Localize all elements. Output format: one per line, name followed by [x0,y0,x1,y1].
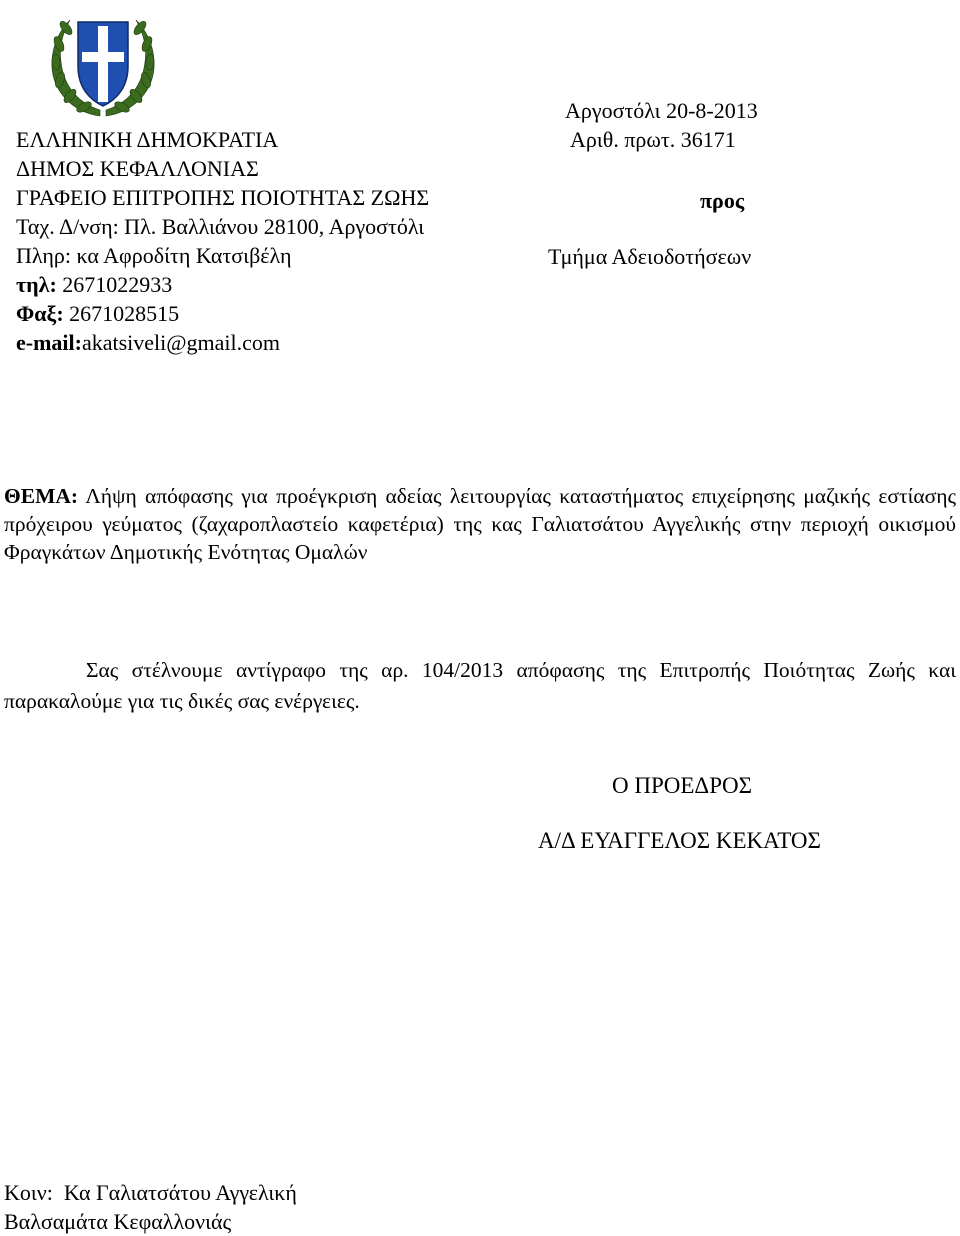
to-label: προς [700,188,745,213]
subject-text: Λήψη απόφασης για προέγκριση αδείας λειτουργίας καταστήματος επιχείρησης μαζικής εστίασης πρόχειρου γεύματος (ζαχαροπλαστείο καφετέρια) της κας Γαλιατσάτου Αγγελικής στην περιοχή οικισμού Φραγκάτων Δημοτικής Ενότητας Ομαλών [4,484,956,564]
email-value: akatsiveli@gmail.com [81,330,281,355]
cc-block [4,1178,297,1236]
place-date: Αργοστόλι 20-8-2013 [565,98,758,123]
fax-label: Φαξ: [16,301,64,326]
info-line: Πληρ: κα Αφροδίτη Κατσιβέλη [16,243,292,268]
email-label: e-mail: [16,330,82,355]
subject-label: ΘΕΜΑ: [4,484,79,508]
signature-title: Ο ΠΡΟΕΔΡΟΣ [612,773,752,798]
sender-header [16,125,429,357]
email-line [16,328,429,357]
republic-line: ΕΛΛΗΝΙΚΗ ΔΗΜΟΚΡΑΤΙΑ [16,127,279,152]
phone-line [16,270,429,299]
body-text-content: Σας στέλνουμε αντίγραφο της αρ. 104/2013 απόφασης της Επιτροπής Ποιότητας Ζωής και παρακαλούμε για τις δικές σας ενέργειες. [4,658,956,713]
cc-line-1: Κοιν: Κα Γαλιατσάτου Αγγελική [4,1180,297,1205]
municipality-line: ΔΗΜΟΣ ΚΕΦΑΛΛΟΝΙΑΣ [16,156,259,181]
fax-value: 2671028515 [63,301,180,326]
protocol-number: Αριθ. πρωτ. 36171 [570,127,736,152]
fax-line [16,299,429,328]
subject-paragraph [4,482,956,566]
cc-line-2: Βαλσαμάτα Κεφαλλονιάς [4,1209,232,1234]
greek-coat-of-arms-emblem [42,4,164,124]
office-line: ΓΡΑΦΕΙΟ ΕΠΙΤΡΟΠΗΣ ΠΟΙΟΤΗΤΑΣ ΖΩΗΣ [16,185,430,210]
address-line: Ταχ. Δ/νση: Πλ. Βαλλιάνου 28100, Αργοστόλι [16,214,425,239]
phone-label: τηλ: [16,272,57,297]
phone-value: 2671022933 [56,272,173,297]
recipient: Τμήμα Αδειοδοτήσεων [548,244,752,269]
body-paragraph [4,655,956,717]
signature-name: Α/Δ ΕΥΑΓΓΕΛΟΣ ΚΕΚΑΤΟΣ [538,828,821,853]
